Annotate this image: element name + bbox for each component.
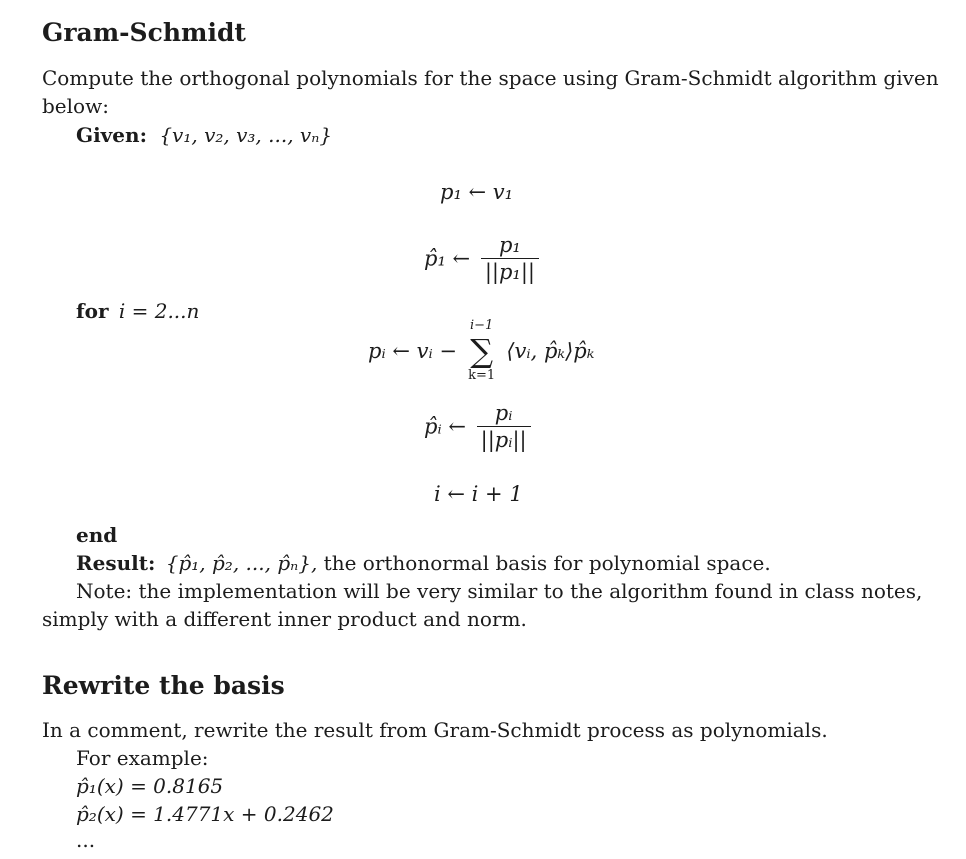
eq3-lhs: pᵢ ← vᵢ − xyxy=(368,339,457,363)
result-set: {p̂₁, p̂₂, ..., p̂ₙ}, xyxy=(165,551,318,575)
end-label: end xyxy=(76,523,118,547)
eq4-numerator: pᵢ xyxy=(477,400,531,427)
for-line xyxy=(76,297,199,325)
eq2-denominator: ||p₁|| xyxy=(484,260,535,284)
sum-upper-limit: i−1 xyxy=(470,318,494,333)
eq2-fraction xyxy=(481,232,539,285)
eq3-term: ⟨vᵢ, p̂ₖ⟩p̂ₖ xyxy=(506,339,595,363)
intro-paragraph: Compute the orthogonal polynomials for the space using Gram-Schmidt algorithm given xyxy=(42,66,939,90)
eq4-denominator: ||pᵢ|| xyxy=(480,428,527,452)
example-ellipsis: ... xyxy=(76,828,96,852)
eq4-fraction xyxy=(477,400,531,453)
example-label: For example: xyxy=(76,746,209,770)
equation-pi-sum xyxy=(368,318,594,384)
equation-p1-normalize xyxy=(424,232,539,285)
section-title-gram-schmidt: Gram-Schmidt xyxy=(42,18,246,47)
intro-paragraph-cont: below: xyxy=(42,94,109,118)
sigma-symbol: ∑ xyxy=(470,332,494,370)
result-label: Result: xyxy=(76,551,156,575)
note-line-2: simply with a different inner product and norm. xyxy=(42,607,527,631)
rewrite-intro: In a comment, rewrite the result from Gram-Schmidt process as polynomials. xyxy=(42,718,828,742)
equation-pi-normalize xyxy=(424,400,531,453)
given-set: {v₁, v₂, v₃, ..., vₙ} xyxy=(159,123,333,147)
note-line-1: Note: the implementation will be very similar to the algorithm found in class notes, xyxy=(76,579,923,603)
given-line xyxy=(76,121,332,149)
for-label: for xyxy=(76,299,109,323)
equation-p1-assign: p₁ ← v₁ xyxy=(440,180,514,204)
equation-increment: i ← i + 1 xyxy=(434,482,523,506)
eq2-lhs: p̂₁ ← xyxy=(424,246,471,271)
eq4-lhs: p̂ᵢ ← xyxy=(424,414,466,439)
section-title-rewrite-basis: Rewrite the basis xyxy=(42,671,285,700)
result-text: the orthonormal basis for polynomial space. xyxy=(323,551,771,575)
for-range: i = 2...n xyxy=(118,299,200,323)
example-poly-1: p̂₁(x) = 0.8165 xyxy=(76,774,224,798)
summation xyxy=(464,318,500,384)
sum-lower-limit: k=1 xyxy=(468,368,496,383)
eq2-numerator: p₁ xyxy=(481,232,539,259)
given-label: Given: xyxy=(76,123,147,147)
result-line xyxy=(76,549,771,577)
example-poly-2: p̂₂(x) = 1.4771x + 0.2462 xyxy=(76,802,334,826)
